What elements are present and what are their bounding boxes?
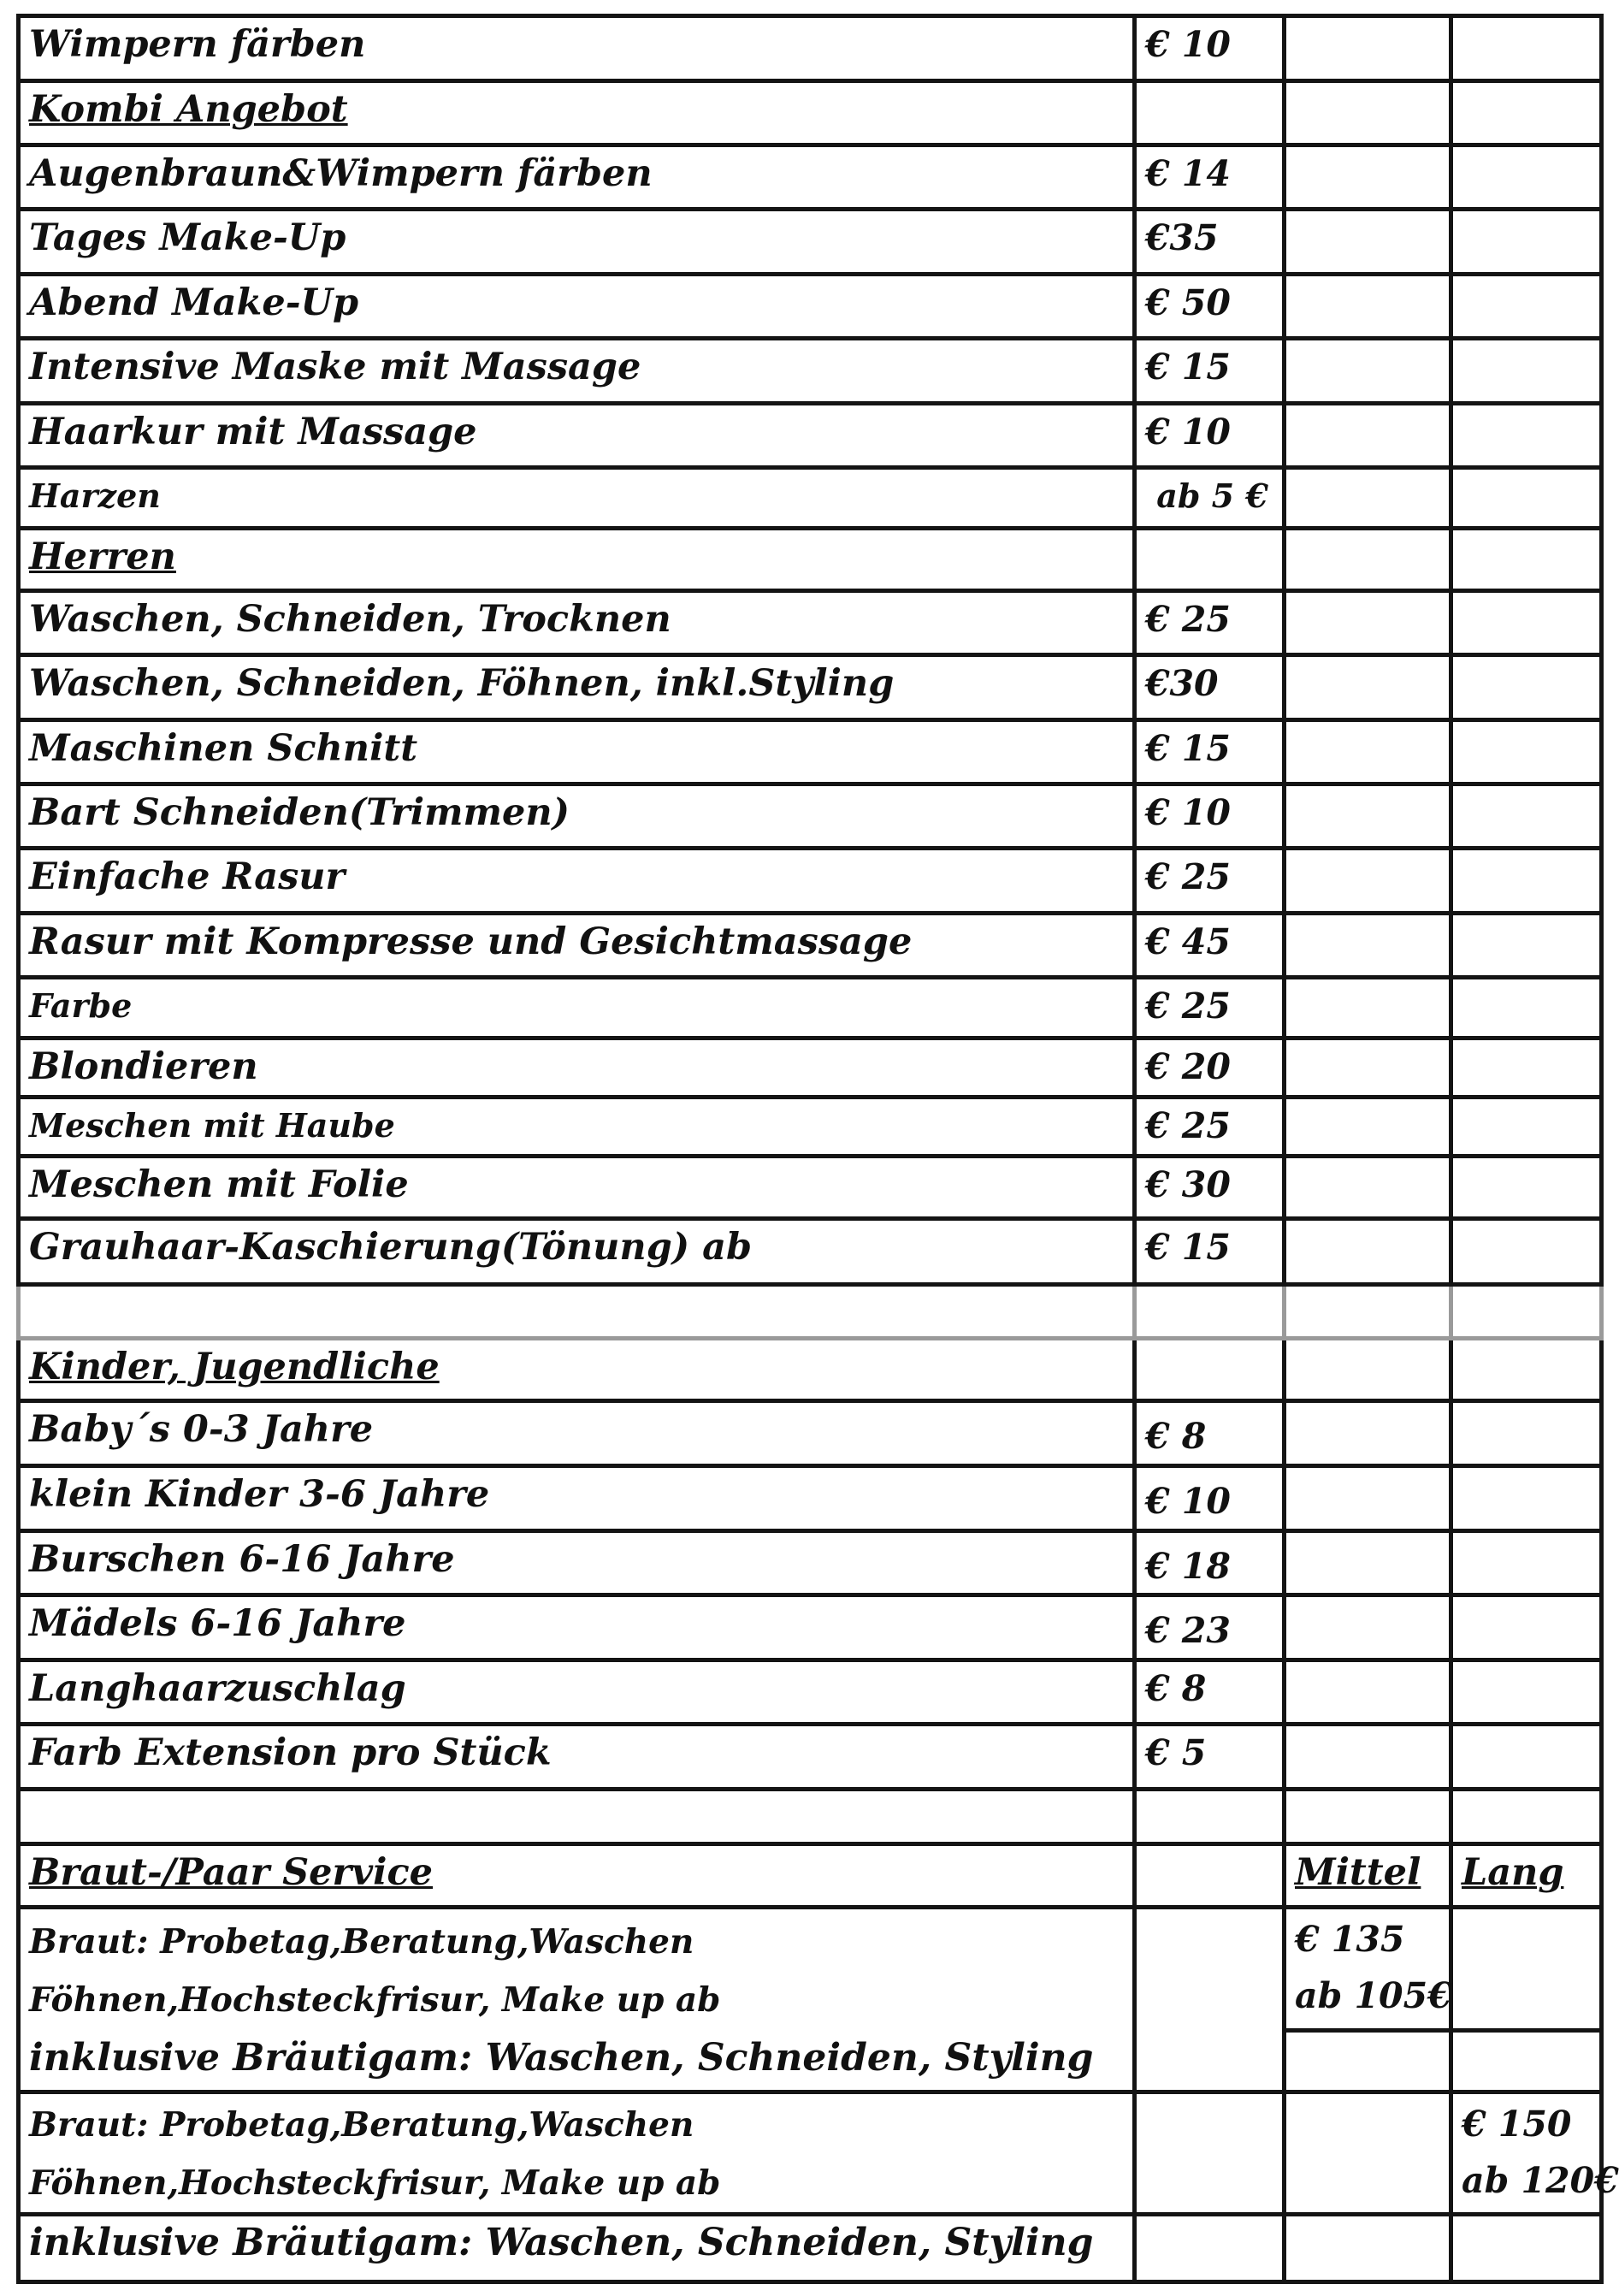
empty-cell [1285,590,1451,654]
table-row [19,274,1602,338]
table-row [19,1338,1602,1400]
price-list-table [16,14,1619,2284]
empty-cell [1285,2031,1451,2092]
empty-cell [1285,1157,1451,1218]
empty-cell [1451,1908,1602,2031]
service-price: € 8 [1135,1660,1285,1724]
mittel-label: Mittel [1295,1850,1421,1894]
column-header-lang [1451,1843,1602,1907]
service-price: ab 5 € [1135,467,1285,528]
table-row [19,849,1602,913]
table-row [19,145,1602,209]
table-row [19,590,1602,654]
service-price: € 30 [1135,1157,1285,1218]
service-name: Rasur mit Kompresse und Gesichtmassage [19,913,1135,977]
empty-cell [1451,210,1602,274]
lang-label: Lang [1462,1850,1564,1894]
empty-cell [19,1789,1135,1843]
empty-cell [1285,1098,1451,1157]
empty-cell [1285,1466,1451,1530]
empty-cell [19,1285,1135,1338]
table-row [19,339,1602,403]
service-name: Burschen 6-16 Jahre [19,1530,1135,1595]
empty-cell [1451,1789,1602,1843]
service-price: € 15 [1135,1218,1285,1284]
service-name: Bart Schneiden(Trimmen) [19,784,1135,849]
empty-cell [1451,719,1602,784]
empty-cell [1285,339,1451,403]
table-row [19,1098,1602,1157]
section-header [19,1338,1135,1400]
section-title: Kinder, Jugendliche [29,1345,440,1388]
empty-cell [1451,913,1602,977]
empty-cell [1451,467,1602,528]
service-name: Blondieren [19,1038,1135,1097]
empty-cell [1451,849,1602,913]
service-description: inklusive Bräutigam: Waschen, Schneiden, Styling [19,2215,1135,2282]
mittel-price-ab: ab 105€ [1295,1975,1452,2017]
service-name: klein Kinder 3-6 Jahre [19,1466,1135,1530]
empty-cell [1451,784,1602,849]
lang-price-ab: ab 120€ [1462,2159,1619,2201]
empty-cell [1451,1218,1602,1284]
service-name: Intensive Maske mit Massage [19,339,1135,403]
service-name: Maschinen Schnitt [19,719,1135,784]
table-row [19,403,1602,467]
empty-cell [1285,1530,1451,1595]
service-price: € 14 [1135,145,1285,209]
section-header [19,529,1135,590]
empty-cell [1451,1530,1602,1595]
service-price: € 5 [1135,1725,1285,1789]
empty-cell [1285,1285,1451,1338]
braut-text-a: Braut: Probetag,Beratung,Waschen Föhnen,Hochsteckfrisur, Make up ab [29,1922,721,2021]
section-header [19,81,1135,145]
table-row [19,1466,1602,1530]
empty-cell [1451,1466,1602,1530]
empty-cell [1135,1789,1285,1843]
service-price: € 25 [1135,1098,1285,1157]
table-row [19,1401,1602,1466]
empty-cell [1285,1725,1451,1789]
empty-cell [1451,403,1602,467]
table-row [19,1660,1602,1724]
empty-cell [1451,1338,1602,1400]
table-row [19,784,1602,849]
service-name: Meschen mit Haube [19,1098,1135,1157]
empty-cell [1135,1843,1285,1907]
spacer-row [19,1789,1602,1843]
section-header [19,1843,1135,1907]
empty-cell [1285,210,1451,274]
service-name: Baby´s 0-3 Jahre [19,1401,1135,1466]
table-row [19,1595,1602,1660]
service-price: €35 [1135,210,1285,274]
table-row [19,978,1602,1038]
empty-cell [1135,2215,1285,2282]
braut-text-b: inklusive Bräutigam: Waschen, Schneiden, Styling [29,2036,1094,2080]
service-price: € 50 [1135,274,1285,338]
service-price: € 18 [1135,1530,1285,1595]
section-title: Herren [29,536,176,579]
service-description [19,1908,1135,2092]
service-name: Waschen, Schneiden, Föhnen, inkl.Styling [19,655,1135,719]
service-price [1135,529,1285,590]
service-name: Abend Make-Up [19,274,1135,338]
empty-cell [1451,978,1602,1038]
service-name: Wimpern färben [19,16,1135,81]
empty-cell [1285,913,1451,977]
service-price [1135,81,1285,145]
empty-cell [1285,719,1451,784]
service-name: Einfache Rasur [19,849,1135,913]
table-row [19,81,1602,145]
service-price: € 10 [1135,1466,1285,1530]
service-name: Langhaarzuschlag [19,1660,1135,1724]
service-price: € 8 [1135,1401,1285,1466]
empty-cell [1285,1789,1451,1843]
empty-cell [1285,655,1451,719]
table-row [19,2215,1602,2282]
empty-cell [1285,81,1451,145]
table-row [19,1725,1602,1789]
mittel-price-main: € 135 [1295,1919,1405,1961]
empty-cell [1451,1725,1602,1789]
service-name: Farbe [19,978,1135,1038]
service-price: € 15 [1135,719,1285,784]
empty-cell [1451,274,1602,338]
empty-cell [1451,2215,1602,2282]
service-price: € 25 [1135,978,1285,1038]
empty-cell [1285,1338,1451,1400]
table-row [19,1530,1602,1595]
empty-cell [1135,1338,1285,1400]
table-row [19,719,1602,784]
service-name: Meschen mit Folie [19,1157,1135,1218]
empty-cell [1285,1038,1451,1097]
empty-cell [1451,339,1602,403]
empty-cell [1285,849,1451,913]
service-price: € 10 [1135,784,1285,849]
service-name: Farb Extension pro Stück [19,1725,1135,1789]
empty-cell [1285,16,1451,81]
table-row [19,467,1602,528]
section-title: Kombi Angebot [29,88,348,132]
empty-cell [1285,274,1451,338]
service-name: Waschen, Schneiden, Trocknen [19,590,1135,654]
empty-cell [1451,1285,1602,1338]
lang-price-main: € 150 [1462,2103,1572,2145]
empty-cell [1451,1038,1602,1097]
lang-price [1451,2092,1619,2215]
service-price: € 25 [1135,590,1285,654]
service-price: € 10 [1135,403,1285,467]
empty-cell [1451,529,1602,590]
empty-cell [1285,467,1451,528]
empty-cell [1285,529,1451,590]
empty-cell [1285,1660,1451,1724]
table-row [19,1157,1602,1218]
empty-cell [1285,403,1451,467]
empty-cell [1285,1218,1451,1284]
empty-cell [1135,1285,1285,1338]
table-row [19,210,1602,274]
service-name: Harzen [19,467,1135,528]
mittel-price [1285,1908,1451,2031]
service-price: € 15 [1135,339,1285,403]
service-price: € 23 [1135,1595,1285,1660]
empty-cell [1285,2215,1451,2282]
empty-cell [1135,1908,1285,2092]
empty-cell [1451,590,1602,654]
empty-cell [1451,145,1602,209]
empty-cell [1451,1595,1602,1660]
service-price: €30 [1135,655,1285,719]
service-price: € 45 [1135,913,1285,977]
service-name: Mädels 6-16 Jahre [19,1595,1135,1660]
empty-cell [1451,1401,1602,1466]
empty-cell [1285,2092,1451,2215]
empty-cell [1285,784,1451,849]
service-price: € 25 [1135,849,1285,913]
service-name: Haarkur mit Massage [19,403,1135,467]
table-row [19,1038,1602,1097]
table-row [19,913,1602,977]
column-header-mittel [1285,1843,1451,1907]
table-row [19,2092,1602,2215]
empty-cell [1451,1157,1602,1218]
table-row [19,1218,1602,1284]
table-row [19,16,1602,81]
table-row [19,1908,1602,2031]
empty-cell [1451,81,1602,145]
empty-cell [1285,978,1451,1038]
service-price: € 20 [1135,1038,1285,1097]
service-name: Grauhaar-Kaschierung(Tönung) ab [19,1218,1135,1284]
table-row [19,529,1602,590]
empty-cell [1451,16,1602,81]
section-title: Braut-/Paar Service [29,1850,433,1894]
service-name: Tages Make-Up [19,210,1135,274]
service-price: € 10 [1135,16,1285,81]
empty-cell [1135,2092,1285,2215]
table-row [19,1843,1602,1907]
spacer-row [19,1285,1602,1338]
table-row [19,655,1602,719]
empty-cell [1451,1098,1602,1157]
empty-cell [1285,145,1451,209]
service-name: Augenbraun&Wimpern färben [19,145,1135,209]
empty-cell [1285,1595,1451,1660]
empty-cell [1285,1401,1451,1466]
service-description: Braut: Probetag,Beratung,Waschen Föhnen,Hochsteckfrisur, Make up ab [19,2092,1135,2215]
empty-cell [1451,655,1602,719]
empty-cell [1451,1660,1602,1724]
empty-cell [1451,2031,1602,2092]
